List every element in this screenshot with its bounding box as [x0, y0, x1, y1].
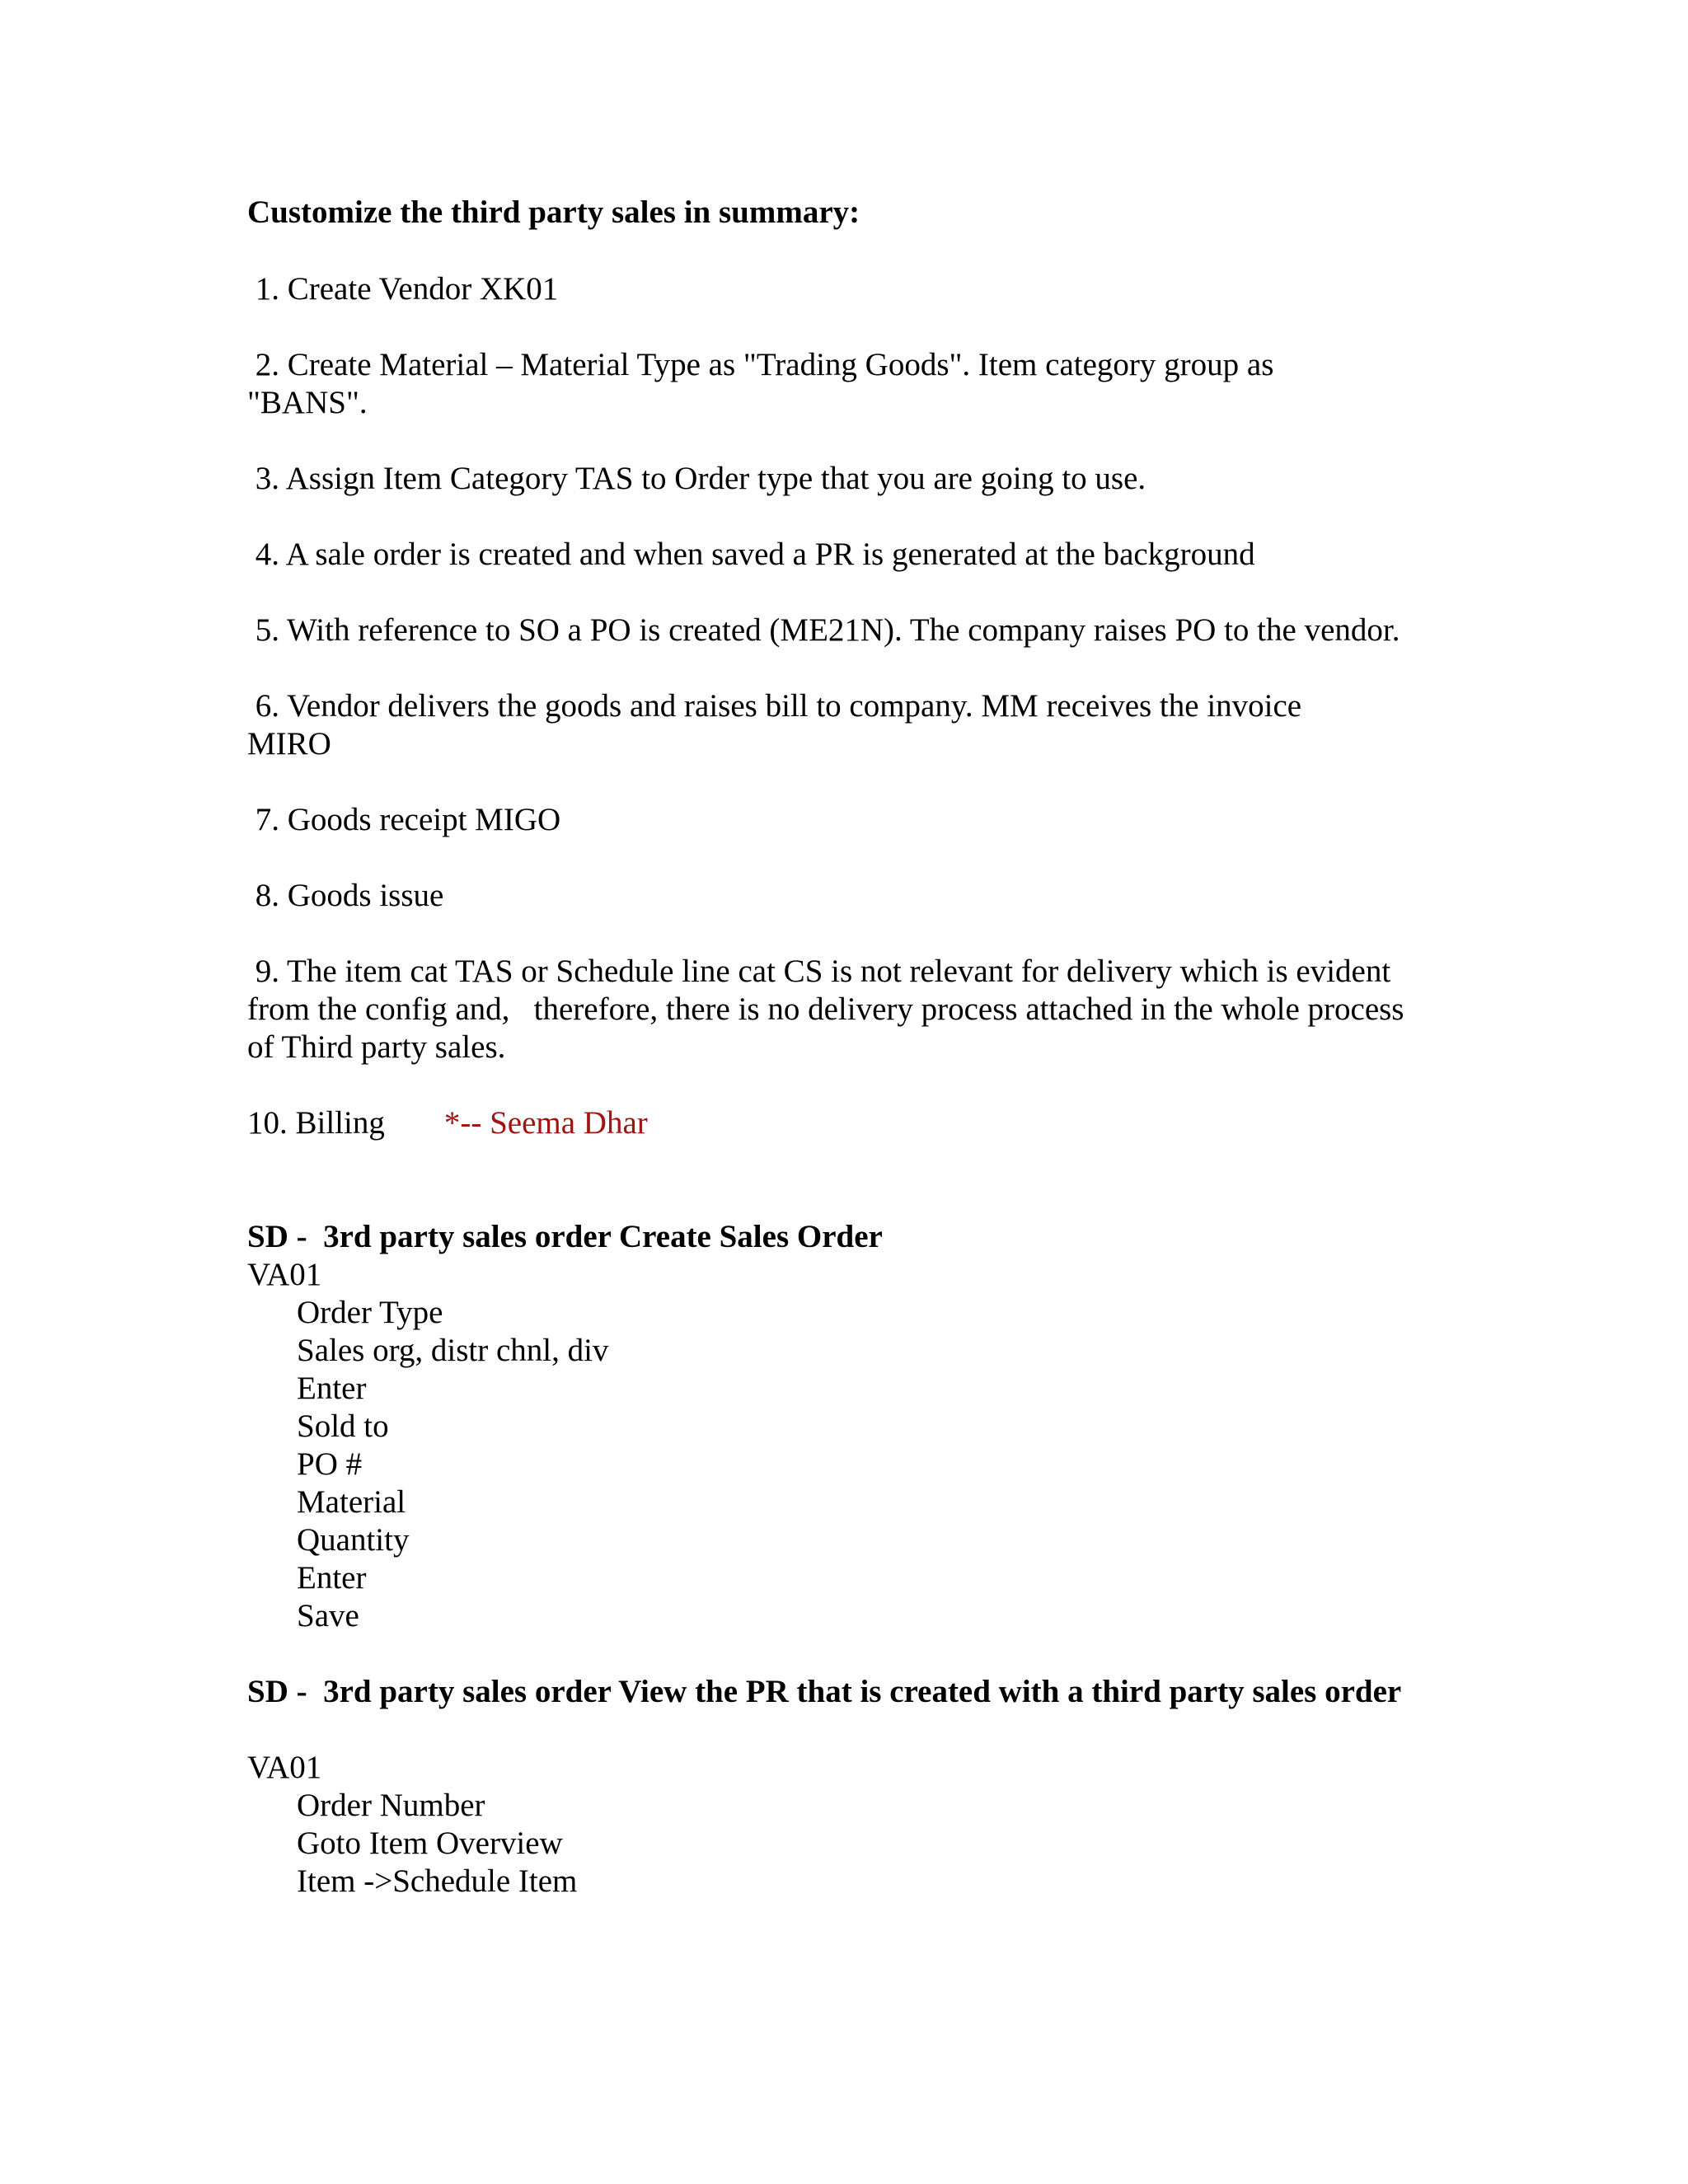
section-view-tcode: VA01: [247, 1750, 322, 1785]
step-enter-2: Enter: [297, 1560, 367, 1596]
billing-label: 10. Billing: [247, 1105, 385, 1141]
section-create-tcode: VA01: [247, 1257, 322, 1292]
section-create-steps: [247, 1294, 1451, 1635]
summary-item-2-line-2: "BANS".: [247, 385, 368, 420]
section-create-sales-order: [247, 1218, 1451, 1635]
step-quantity: Quantity: [297, 1522, 410, 1558]
section-create-heading: SD - 3rd party sales order Create Sales Order: [247, 1219, 883, 1254]
step-enter: Enter: [297, 1371, 367, 1406]
step-order-number: Order Number: [297, 1788, 485, 1823]
step-schedule-item: Item ->Schedule Item: [297, 1863, 578, 1899]
summary-item-6-line-2: MIRO: [247, 726, 331, 762]
summary-item-6-line-1: 6. Vendor delivers the goods and raises bill to company. MM receives the invoice: [247, 688, 1302, 724]
summary-item-5: 5. With reference to SO a PO is created (ME21N). The company raises PO to the vendor.: [247, 612, 1400, 648]
summary-heading: Customize the third party sales in summary:: [247, 194, 860, 230]
summary-item-8: 8. Goods issue: [247, 878, 444, 913]
step-sold-to: Sold to: [297, 1408, 389, 1444]
section-view-heading: SD - 3rd party sales order View the PR that is created with a third party sales order: [247, 1674, 1402, 1709]
step-order-type: Order Type: [297, 1295, 443, 1330]
summary-item-9-line-1: 9. The item cat TAS or Schedule line cat CS is not relevant for delivery which is evident: [247, 954, 1391, 989]
summary-item-10: [247, 1104, 1451, 1142]
section-view-pr: [247, 1673, 1451, 1900]
summary-item-2-line-1: 2. Create Material – Material Type as "Trading Goods". Item category group as: [247, 347, 1274, 382]
summary-item-3: 3. Assign Item Category TAS to Order type that you are going to use.: [247, 461, 1146, 496]
summary-item-9-line-2: from the config and, therefore, there is no delivery process attached in the whole process: [247, 991, 1404, 1027]
step-goto-item-overview: Goto Item Overview: [297, 1825, 563, 1861]
summary-item-9-line-3: of Third party sales.: [247, 1029, 506, 1065]
step-save: Save: [297, 1598, 359, 1633]
step-material: Material: [297, 1484, 406, 1520]
author-signature: *-- Seema Dhar: [443, 1105, 648, 1141]
summary-item-7: 7. Goods receipt MIGO: [247, 802, 561, 837]
step-po-number: PO #: [297, 1446, 363, 1482]
summary-item-4: 4. A sale order is created and when saved a PR is generated at the background: [247, 537, 1255, 572]
step-sales-org: Sales org, distr chnl, div: [297, 1333, 609, 1368]
section-view-steps: [247, 1787, 1451, 1900]
summary-item-1: 1. Create Vendor XK01: [247, 271, 559, 307]
document-page: [247, 194, 1451, 1900]
